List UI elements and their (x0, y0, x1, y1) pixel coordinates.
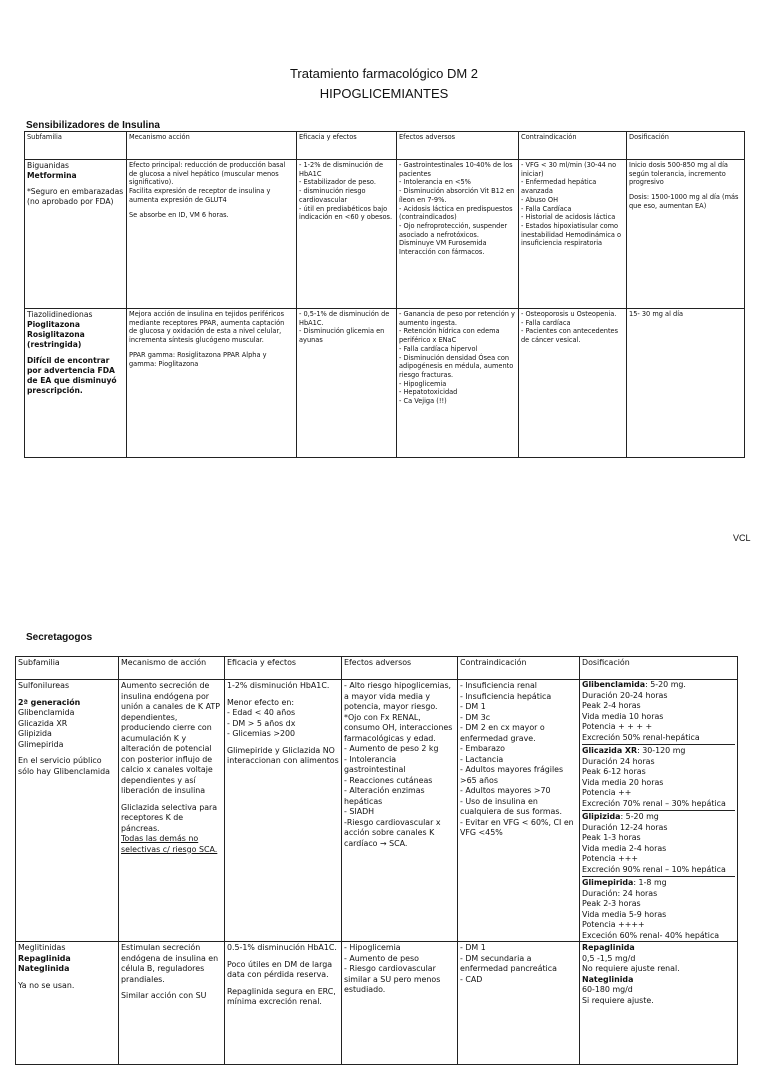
cell-line: 1-2% disminución HbA1C. (227, 681, 330, 690)
cell-line: - Ganancia de peso por retención y aumento ingesta. (399, 310, 515, 327)
cell-line: - Disminución absorción Vit B12 en íleon en 7-9%. (399, 187, 515, 204)
dose-line: Potencia ++ (582, 788, 632, 797)
dose-block-glicazida (582, 744, 735, 809)
header-eficacia: Eficacia y efectos (225, 657, 342, 680)
cell-subfamilia (25, 309, 127, 458)
table-row (25, 160, 745, 309)
cell-line: - Falla Cardíaca (521, 204, 572, 213)
table-header-row (25, 132, 745, 160)
cell-line: - DM 3c (460, 712, 491, 722)
cell-line: -Riesgo cardiovascular x acción sobre canales K cardíaco → SCA. (344, 817, 441, 848)
cell-line: Ya no se usan. (18, 980, 75, 990)
cell-line: - Pacientes con antecedentes de cáncer vesical. (521, 327, 619, 345)
cell-mecanismo (127, 160, 297, 309)
cell-line: Aumento secreción de insulina endógena por unión a canales de K ATP dependientes, produciendo cierre con acumulación K y alteración de potencial con posterior influjo de calcio x canales voltaje dependientes y así liberación de insulina (121, 681, 220, 795)
header-contraindicacion: Contraindicación (519, 132, 627, 160)
cell-line: - Retención hídrica con edema periférico x ENaC (399, 327, 500, 345)
cell-line: - VFG < 30 ml/min (30-44 no iniciar) (521, 161, 617, 178)
header-mecanismo: Mecanismo acción (127, 132, 297, 160)
cell-line: Disminuye VM Furosemida (399, 239, 487, 248)
dose-line: Peak 2-3 horas (582, 899, 641, 908)
cell-adversos (342, 680, 458, 942)
cell-line: Dosis: 1500-1000 mg al día (más que eso, aumentan EA) (629, 193, 739, 210)
cell-line: Metformina (27, 171, 77, 181)
cell-line: Tiazolidinedionas (27, 310, 93, 319)
cell-line: Si requiere ajuste. (582, 995, 654, 1005)
cell-mecanismo (119, 680, 225, 942)
dose-line: Potencia + + + + (582, 722, 653, 731)
document-title: Tratamiento farmacológico DM 2 (289, 66, 479, 81)
cell-line: - Abuso OH (521, 195, 559, 204)
cell-line: Glipizida (18, 729, 52, 738)
cell-line: 0.5-1% disminución HbA1C. (227, 943, 337, 952)
cell-line: No requiere ajuste renal. (582, 964, 680, 973)
cell-line: - Falla cardíaca (521, 318, 571, 327)
dose-line: Peak 2-4 horas (582, 701, 641, 710)
section-heading-secretagogos: Secretagogos (26, 632, 93, 643)
cell-line: Glibenclamida (18, 708, 75, 717)
cell-line: - útil en prediabéticos bajo indicación en <60 y obesos. (299, 204, 393, 222)
cell-line: *Seguro en embarazadas (no aprobado por FDA) (27, 187, 124, 207)
cell-line: - DM secundaria a enfermedad pancreática (460, 953, 557, 973)
cell-line: 15- 30 mg al día (629, 310, 684, 318)
cell-line: - Riesgo cardiovascular similar a SU pero menos estudiado. (344, 964, 441, 994)
cell-line: Rosiglitazona (27, 330, 85, 340)
cell-line: - Reacciones cutáneas (344, 775, 433, 785)
cell-line: Estimulan secreción endógena de insulina en célula B, reguladores prandiales. (121, 943, 219, 984)
cell-contraindicacion (458, 942, 580, 1065)
cell-line: Facilita expresión de receptor de insulina y aumenta expresión de GLUT4 (129, 187, 271, 204)
cell-line: - Estados hipoxiatisular como inestabilidad Hemodinámica o insuficiencia respiratoria (521, 221, 622, 248)
cell-line: - Enfermedad hepática avanzada (521, 178, 597, 196)
cell-line: Menor efecto en: (227, 697, 295, 707)
cell-line: Repaglinida segura en ERC, mínima excreción renal. (227, 986, 336, 1006)
sensibilizadores-table (24, 131, 745, 458)
cell-line: Repaglinida (18, 953, 71, 963)
cell-line: PPAR gamma: Rosiglitazona PPAR Alpha y gamma: Pioglitazona (129, 350, 267, 368)
drug-dose: : 1-8 mg (633, 878, 667, 887)
cell-adversos (342, 942, 458, 1065)
cell-line: - 0,5-1% de disminución de HbA1C. (299, 310, 390, 327)
cell-dosificacion (580, 942, 738, 1065)
cell-line: - Embarazo (460, 744, 505, 753)
cell-mecanismo (127, 309, 297, 458)
cell-contraindicacion (519, 309, 627, 458)
cell-line: - Falla cardíaca hipervol (399, 344, 478, 353)
dose-line: Duración 20-24 horas (582, 690, 668, 700)
cell-line: - Evitar en VFG < 60%, CI en VFG <45% (460, 817, 574, 837)
cell-line: - Hipoglicemia (344, 943, 401, 952)
section-heading-sensibilizadores: Sensibilizadores de Insulina (26, 120, 160, 131)
table-row (16, 680, 738, 942)
cell-line: - Aumento de peso (344, 953, 419, 963)
cell-line: En el servicio público sólo hay Glibenclamida (18, 756, 110, 776)
dose-line: Exceción 60% renal- 40% hepática (582, 930, 720, 940)
header-mecanismo: Mecanismo de acción (119, 657, 225, 680)
cell-line: - Adultos mayores frágiles >65 años (460, 765, 564, 785)
cell-line: - Estabilizador de peso. (299, 178, 376, 187)
cell-eficacia (225, 942, 342, 1065)
drug-name: Glibenclamida (582, 680, 646, 689)
table-row (25, 309, 745, 458)
cell-line: Inicio dosis 500-850 mg al día según tolerancia, incremento progresivo (629, 161, 728, 187)
cell-line: - Hepatotoxicidad (399, 388, 458, 397)
dose-line: Vida media 10 horas (582, 711, 664, 721)
cell-line: Glicazida XR (18, 718, 68, 728)
document-subtitle: HIPOGLICEMIANTES (319, 86, 449, 101)
cell-line: - Gastrointestinales 10-40% de los pacientes (399, 161, 513, 178)
cell-line: - Historial de acidosis láctica (521, 213, 616, 222)
dose-block-glimepirida (582, 876, 735, 941)
table-header-row (16, 657, 738, 680)
cell-line: - Acidosis láctica en predispuestos (contraindicados) (399, 204, 513, 222)
cell-eficacia (297, 309, 397, 458)
cell-adversos (397, 160, 519, 309)
cell-contraindicacion (458, 680, 580, 942)
dose-block-glipizida (582, 810, 735, 875)
dose-line: Peak 1-3 horas (582, 833, 641, 842)
dose-line: Potencia +++ (582, 854, 638, 863)
cell-line: Nateglinida (18, 964, 70, 973)
cell-mecanismo (119, 942, 225, 1065)
cell-line: - Intolerancia gastrointestinal (344, 754, 406, 774)
cell-line: - Insuficiencia renal (460, 681, 537, 690)
dose-line: Excreción 90% renal – 10% hepática (582, 864, 726, 874)
cell-line: - Alto riesgo hipoglicemias, a mayor vida media y potencia, mayor riesgo. (344, 681, 452, 711)
header-eficacia: Eficacia y efectos (297, 132, 397, 160)
cell-line: - Disminución glicemia en ayunas (299, 327, 385, 345)
drug-name: Glipizida (582, 812, 621, 821)
header-adversos: Efectos adversos (342, 657, 458, 680)
header-dosificacion: Dosificación (627, 132, 745, 160)
cell-line: Pioglitazona (27, 320, 80, 330)
header-subfamilia: Subfamilia (16, 657, 119, 680)
drug-name: Glimepirida (582, 878, 634, 887)
cell-line: Nateglinida (582, 974, 634, 984)
cell-line: - Hipoglicemia (399, 379, 447, 388)
cell-line: - SIADH (344, 807, 375, 816)
cell-subfamilia (25, 160, 127, 309)
cell-line: - 1-2% de disminución de HbA1C (299, 161, 384, 178)
cell-line: - Osteoporosis u Osteopenia. (521, 310, 617, 318)
cell-line: - Insuficiencia hepática (460, 691, 552, 701)
cell-line: 60-180 mg/d (582, 985, 633, 994)
cell-line: - Ojo nefroprotección, suspender asociado a nefrotóxicos. (399, 221, 508, 239)
drug-name: Glicazida XR (582, 746, 638, 755)
cell-line: Mejora acción de insulina en tejidos periféricos mediante receptores PPAR, aumenta captación de glucosa y oxidación de esta a nivel celular, incrementa síntesis glucógeno muscular. (129, 310, 285, 345)
cell-subfamilia (16, 942, 119, 1065)
cell-line: 2ª generación (18, 697, 81, 707)
dose-block-glibenclamida (582, 680, 735, 743)
drug-dose: : 30-120 mg (637, 746, 686, 755)
cell-line: Meglitinidas (18, 943, 66, 952)
cell-dosificacion (580, 680, 738, 942)
cell-line: - disminución riesgo cardiovascular (299, 187, 366, 204)
cell-line: - Disminución densidad Ósea con adipogénesis en médula, aumento riesgo fracturas. (399, 353, 514, 379)
dose-line: Peak 6-12 horas (582, 767, 646, 776)
cell-line: - CAD (460, 974, 483, 984)
drug-dose: : 5-20 mg. (645, 680, 686, 689)
secretagogos-table (15, 656, 738, 1065)
dose-line: Excreción 70% renal – 30% hepática (582, 798, 726, 808)
dose-line: Potencia ++++ (582, 920, 645, 929)
cell-line: Repaglinida (582, 943, 635, 952)
dose-line: Vida media 5-9 horas (582, 909, 667, 919)
cell-eficacia (297, 160, 397, 309)
cell-line: - Aumento de peso 2 kg (344, 744, 439, 753)
cell-line: *Ojo con Fx RENAL, consumo OH, interacciones farmacológicas y edad. (344, 712, 453, 743)
cell-line: - Edad < 40 años (227, 708, 296, 717)
header-subfamilia: Subfamilia (25, 132, 127, 160)
cell-line: - Ca Vejiga (!!) (399, 397, 447, 406)
cell-adversos (397, 309, 519, 458)
cell-line: - Lactancia (460, 754, 504, 764)
dose-line: Duración: 24 horas (582, 888, 658, 898)
cell-subfamilia (16, 680, 119, 942)
header-contraindicacion: Contraindicación (458, 657, 580, 680)
cell-line: - DM 2 en cx mayor o enfermedad grave. (460, 723, 545, 743)
table-row (16, 942, 738, 1065)
cell-line: - Adultos mayores >70 (460, 786, 551, 795)
cell-line: Efecto principal: reducción de producción basal de glucosa a nivel hepático (muscular menos significativo). (129, 161, 286, 187)
cell-line: - DM 1 (460, 702, 486, 711)
cell-line: Todas las demás no selectivas c/ riesgo SCA. (121, 834, 218, 854)
cell-line: - Intolerancia en <5% (399, 178, 471, 187)
author-initials: VCL (733, 533, 751, 543)
cell-line: Biguanidas (27, 161, 69, 170)
cell-line: Se absorbe en ID, VM 6 horas. (129, 210, 229, 219)
cell-line: 0,5 -1,5 mg/d (582, 953, 636, 963)
cell-line: Sulfonilureas (18, 681, 70, 690)
cell-line: Difícil de encontrar por advertencia FDA de EA que disminuyó prescripción. (27, 356, 117, 396)
cell-line: - Glicemias >200 (227, 729, 296, 738)
cell-line: Interacción con fármacos. (399, 248, 485, 257)
cell-line: - Uso de insulina en cualquiera de sus formas. (460, 796, 562, 816)
cell-line: Glimepirida (18, 739, 64, 749)
cell-line: - DM > 5 años dx (227, 718, 296, 728)
dose-line: Excreción 50% renal-hepática (582, 732, 700, 742)
dose-line: Duración 12-24 horas (582, 822, 668, 832)
dose-line: Vida media 2-4 horas (582, 843, 667, 853)
cell-line: - Alteración enzimas hepáticas (344, 786, 425, 806)
dose-line: Vida media 20 horas (582, 777, 664, 787)
cell-dosificacion (627, 309, 745, 458)
cell-line: Similar acción con SU (121, 991, 207, 1000)
cell-line: Gliclazida selectiva para receptores K de páncreas. (121, 802, 218, 833)
dose-line: Duración 24 horas (582, 756, 655, 766)
header-dosificacion: Dosificación (580, 657, 738, 680)
cell-eficacia (225, 680, 342, 942)
cell-line: Poco útiles en DM de larga data con pérdida reserva. (227, 959, 333, 979)
cell-line: Glimepiride y Gliclazida NO interaccionan con alimentos (227, 745, 339, 765)
drug-dose: : 5-20 mg (620, 812, 659, 821)
cell-dosificacion (627, 160, 745, 309)
header-adversos: Efectos adversos (397, 132, 519, 160)
cell-contraindicacion (519, 160, 627, 309)
cell-line: - DM 1 (460, 943, 486, 952)
cell-line: (restringida) (27, 340, 82, 350)
